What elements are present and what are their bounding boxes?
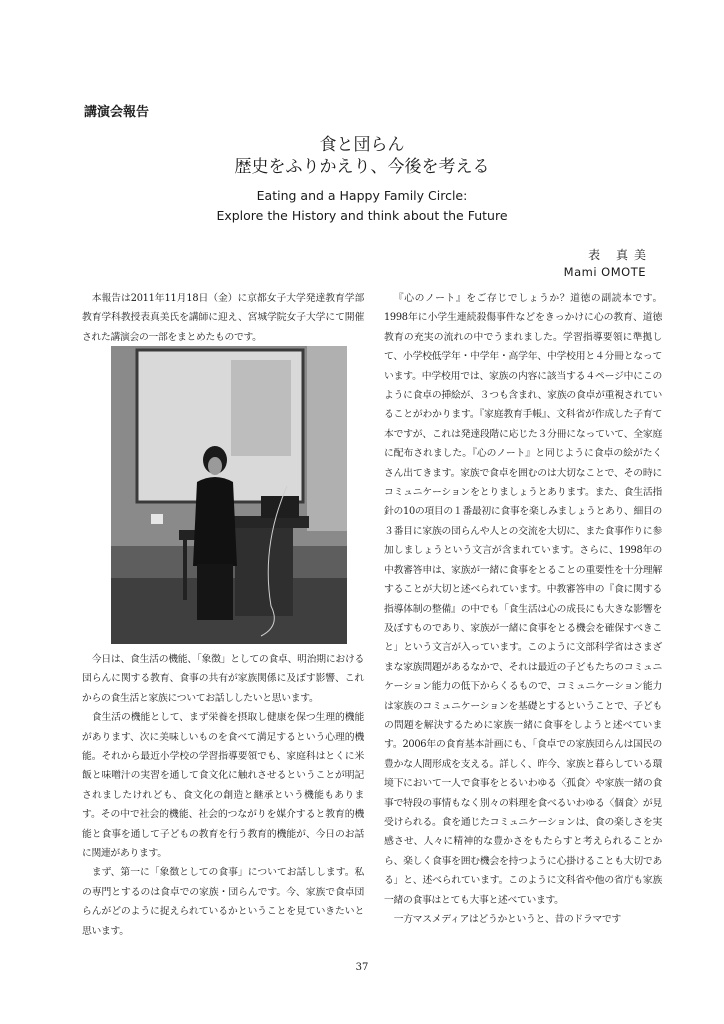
intro-paragraph: 本報告は2011年11月18日（金）に京都女子大学発達教育学部教育学科教授表真美氏を講師に迎え、宮城学院女子大学にて開催された講演会の一部をまとめたものです。 xyxy=(82,293,364,343)
lecture-photo xyxy=(111,346,347,644)
title-ja-line2: 歴史をふりかえり、今後を考える xyxy=(234,157,490,177)
body-paragraph: 食生活の機能として、まず栄養を摂取し健康を保つ生理的機能があります、次に美味しいものを食べて満足するという心理的機能。それから最近小学校の学習指導要領でも、家庭科はとくに米飯と味噌汁の実習を通して食文化に触れさせるということが明記されましたけれども、食文化の創造と継承という機能もあります。その中で社会的機能、社会的つながりを媒介すると教育的機能と食事を通して子どもの教育を行う教育的機能が、今日のお話に関連があります。 xyxy=(82,712,364,860)
title-block xyxy=(0,134,724,226)
body-paragraph: まず、第一に「象徴としての食事」についてお話しします。私の専門とするのは食卓での家族・団らんです。今、家族で食卓団らんがどのように捉えられているかということを見ていきたいと思います。 xyxy=(82,867,364,937)
page-number: 37 xyxy=(355,962,369,973)
lecture-photo-image xyxy=(111,346,347,644)
body-paragraph: 一方マスメディアはどうかというと、昔のドラマです xyxy=(393,914,621,925)
author-name-en: Mami OMOTE xyxy=(563,265,646,279)
left-column-intro xyxy=(82,289,364,347)
title-en-line2: Explore the History and think about the Future xyxy=(216,208,508,223)
left-column-body xyxy=(82,650,364,941)
right-column-body xyxy=(384,289,662,929)
title-en-line1: Eating and a Happy Family Circle: xyxy=(256,188,468,203)
author-block xyxy=(563,247,652,281)
body-paragraph: 今日は、食生活の機能、「象徴」としての食卓、明治期における団らんに関する教育、食事の共有が家族関係に及ぼす影響、これからの食生活と家族についてお話ししたいと思います。 xyxy=(82,654,364,704)
body-paragraph: 『心のノート』をご存じでしょうか？道徳の副読本です。1998年に小学生連続殺傷事件などをきっかけに心の教育、道徳教育の充実の流れの中でうまれました。学習指導要領に準拠して、小学校低学年・中学年・高学年、中学校用と４分冊となっています。中学校用では、家族の内容に該当する４ページ中にこのように食卓の挿絵が、３つも含まれ、家族の食卓が重視されていることがわかります。『家庭教育手帳』、文科省が作成した子育て本ですが、これは発達段階に応じた３分冊になっていて、全家庭に配布されました。『心のノート』と同じように食卓の絵がたくさん出てきます。家族で食卓を囲むのは大切なことで、その時にコミュニケーションをとりましょうとあります。また、食生活指針の10の項目の１番最初に食事を楽しみましょうとあり、細目の３番目に家族の団らんや人との交流を大切に、また食事作りに参加しましょうという文言が含まれています。さらに、1998年の中教審答申は、家族が一緒に食事をとることの重要性を十分理解することが大切と述べられています。中教審答申の『食に関する指導体制の整備』の中でも「食生活は心の成長にも大きな影響を及ぼすものであり、家族が一緒に食事をとる機会を確保すべきこと」という文言が入っています。このように文部科学省はさまざまな家族問題があるなかで、それは最近の子どもたちのコミュニケーション能力の低下からくるもので、コミュニケーション能力は家族のコミュニケーションを基礎とするということで、子どもの問題を解決するために家族一緒に食事をしようと述べています。2006年の食育基本計画にも、「食卓での家族団らんは国民の豊かな人間形成を支える。詳しく、昨今、家族と暮らしている環境下において一人で食事をとるいわゆる〈孤食〉や家族一緒の食事で特段の事情もなく別々の料理を食べるいわゆる〈個食〉が見受けられる。食を通じたコミュニケーションは、食の楽しさを実感させ、人々に精神的な豊かさをもたらすと考えられることから、楽しく食事を囲む機会を持つように心掛けることも大切である」と、述べられています。このように文科省や他の省庁も家族一緒の食事はとても大事と述べています。 xyxy=(384,293,662,906)
title-ja-line1: 食と団らん xyxy=(319,135,405,155)
section-label: 講演会報告 xyxy=(84,105,150,120)
author-name-ja: 表 真美 xyxy=(588,248,652,262)
